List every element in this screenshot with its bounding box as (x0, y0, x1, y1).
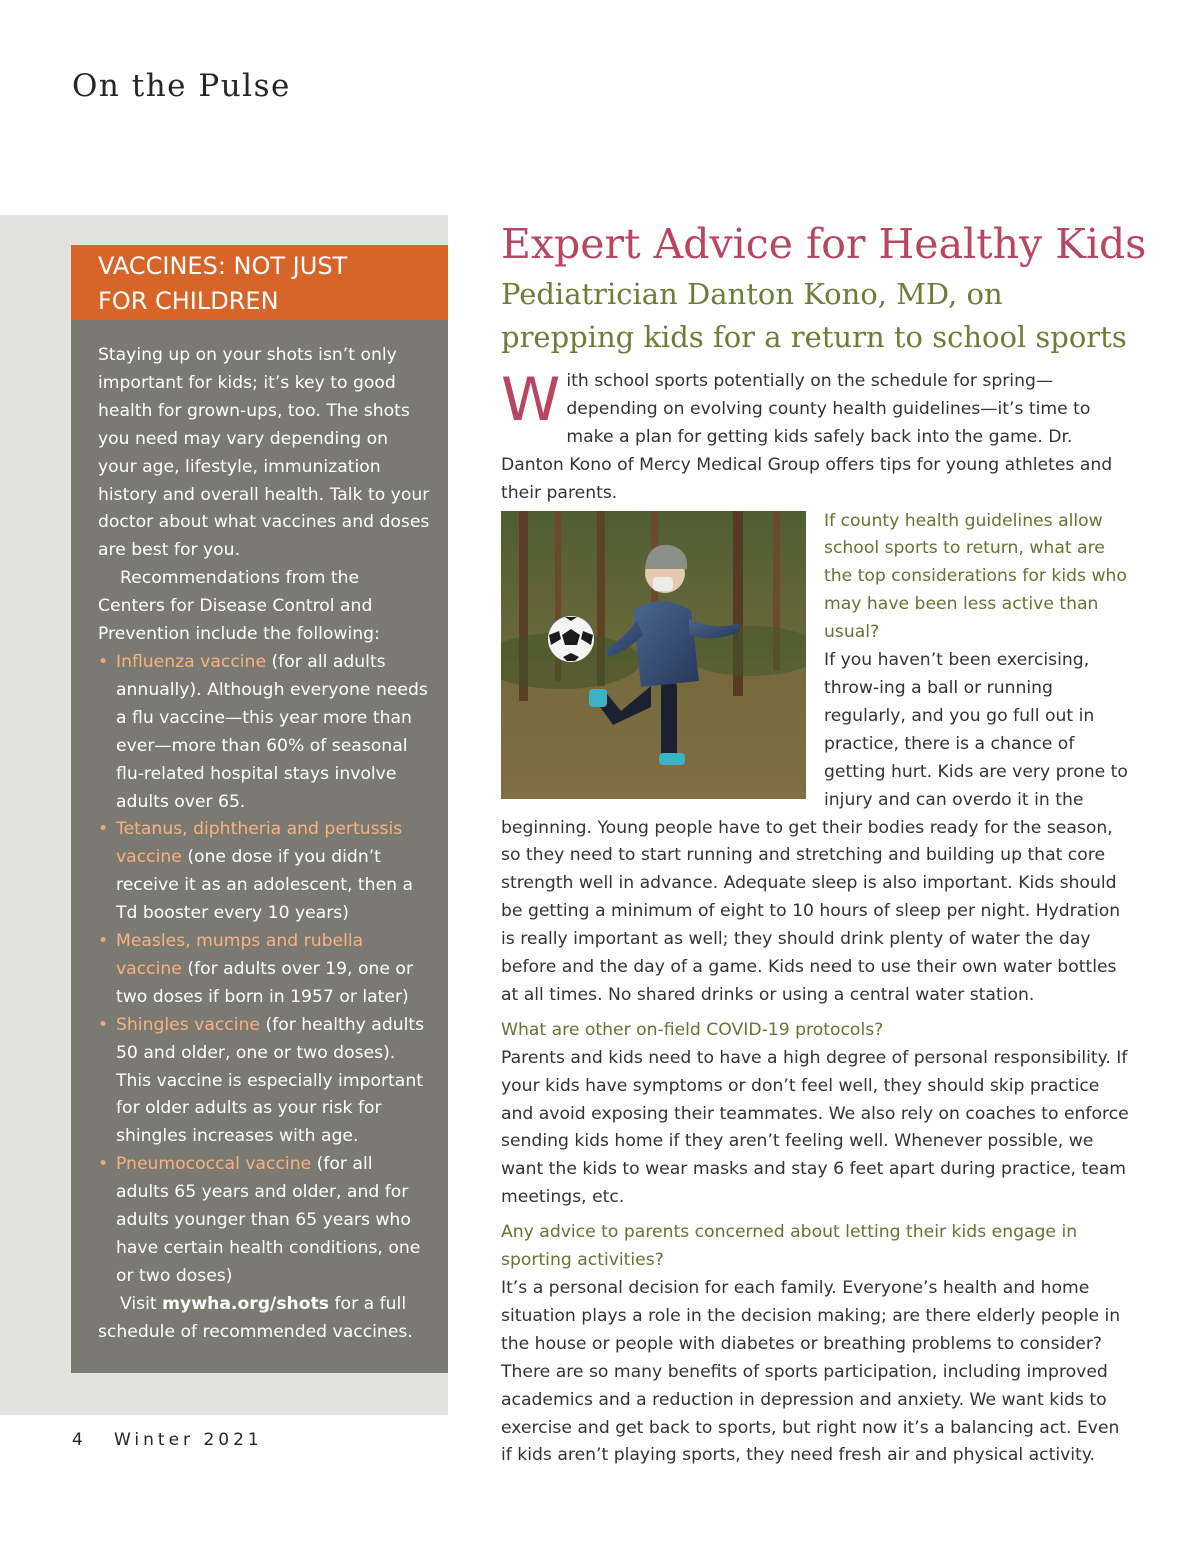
article-subhead: Pediatrician Danton Kono, MD, on prepping kids for a return to school sports (501, 277, 1127, 354)
answer-1: If you haven’t been exercising, throw-ing a ball or running regularly, and you go full out in practice, there is a chance of getting hurt. Kids are very prone to injury and can overdo it in the beginning. Young people have to get their bodies ready for the season, so they need to start running and stretching and building up that core strength well in advance. Adequate sleep is also important. Kids should be getting a minimum of eight to 10 hours of sleep per night. Hydration is really important as well; they should drink plenty of water the day before and the day of a game. Kids need to use their own water bottles at all times. No shared drinks or using a central water station. (501, 650, 1128, 1005)
sidebar-visit (98, 1291, 430, 1347)
answer-3: It’s a personal decision for each family. Everyone’s health and home situation plays a role in the decision making; are there elderly people in the house or people with diabetes or breathing problems to consider? There are so many benefits of sports participation, including improved academics and a reduction in depression and anxiety. We want kids to exercise and get back to sports, but right now it’s a balancing act. Even if kids aren’t playing sports, they need fresh air and physical activity. (501, 1278, 1121, 1466)
vaccine-name: Tetanus, diphtheria and pertussis vaccine (116, 819, 403, 868)
sidebar-body (71, 320, 448, 1347)
article-body (501, 365, 1131, 1470)
vaccine-list (98, 649, 430, 1291)
page-number: 4 (72, 1430, 83, 1450)
section-label: On the Pulse (72, 68, 291, 104)
vaccine-detail: (for healthy adults 50 and older, one or two doses). This vaccine is especially important for older adults as your risk for shingles increases with age. (116, 1014, 425, 1147)
bullet-icon: • (98, 931, 109, 952)
question-3: Any advice to parents concerned about letting their kids engage in sporting activities? (501, 1222, 1078, 1271)
drop-cap: W (501, 365, 561, 435)
bullet-icon: • (98, 1014, 109, 1035)
visit-prefix: Visit (120, 1293, 163, 1314)
sidebar-intro: Staying up on your shots isn’t only important for kids; it’s key to good health for grown-ups, too. The shots you need may vary depending on your age, lifestyle, immunization history and overall health. Talk to your doctor about what vaccines and doses are best for you. (98, 345, 430, 561)
vaccine-name: Pneumococcal vaccine (116, 1154, 312, 1175)
vaccine-name: Shingles vaccine (116, 1014, 260, 1035)
article-intro (501, 365, 1131, 508)
sidebar-title (71, 245, 448, 320)
bullet-icon: • (98, 651, 109, 672)
visit-suffix: for a full schedule of recommended vaccines. (98, 1293, 413, 1342)
vaccine-item-influenza (98, 649, 430, 816)
vaccine-detail: (for adults over 19, one or two doses if born in 1957 or later) (116, 958, 414, 1007)
vaccine-detail: (for all adults annually). Although everyone needs a flu vaccine—this year more than ever—more than 60% of seasonal flu-related hospital stays involve adults over 65. (116, 651, 428, 812)
vaccine-item-pneumococcal (98, 1151, 430, 1291)
question-2: What are other on-field COVID-19 protocols? (501, 1019, 884, 1040)
bullet-icon: • (98, 819, 109, 840)
sidebar-title-line-2: FOR CHILDREN (98, 287, 279, 315)
child-soccer-photo (501, 511, 806, 799)
bullet-icon: • (98, 1154, 109, 1175)
question-1: If county health guidelines allow school sports to return, what are the top considerations for kids who may have been less active than usual? (824, 510, 1127, 643)
vaccine-detail: (one dose if you didn’t receive it as an adolescent, then a Td booster every 10 years) (116, 847, 414, 924)
sidebar-recommendations: Recommendations from the Centers for Disease Control and Prevention include the following: (98, 568, 380, 645)
answer-2: Parents and kids need to have a high degree of personal responsibility. If your kids have symptoms or don’t feel well, they should skip practice and avoid exposing their teammates. We also rely on coaches to enforce sending kids home if they aren’t feeling well. Whenever possible, we want the kids to wear masks and stay 6 feet apart during practice, team meetings, etc. (501, 1047, 1129, 1208)
vaccines-sidebar (71, 245, 448, 1373)
vaccine-item-tdap (98, 816, 430, 928)
vaccine-name: Influenza vaccine (116, 651, 267, 672)
issue-label: Winter 2021 (114, 1430, 263, 1450)
article-headline: Expert Advice for Healthy Kids (501, 220, 1147, 268)
vaccine-item-mmr (98, 928, 430, 1012)
vaccine-item-shingles (98, 1012, 430, 1152)
shots-link[interactable]: mywha.org/shots (162, 1293, 330, 1314)
sidebar-title-line-1: VACCINES: NOT JUST (98, 252, 348, 280)
article-intro-text: ith school sports potentially on the schedule for spring—depending on evolving county health guidelines—it’s time to make a plan for getting kids safely back into the game. Dr. Danton Kono of Mercy Medical Group offers tips for young athletes and their parents. (501, 371, 1113, 503)
vaccine-name: Measles, mumps and rubella vaccine (116, 931, 364, 979)
vaccine-detail: (for all adults 65 years and older, and for adults younger than 65 years who have certain health conditions, one or two doses) (116, 1154, 421, 1286)
